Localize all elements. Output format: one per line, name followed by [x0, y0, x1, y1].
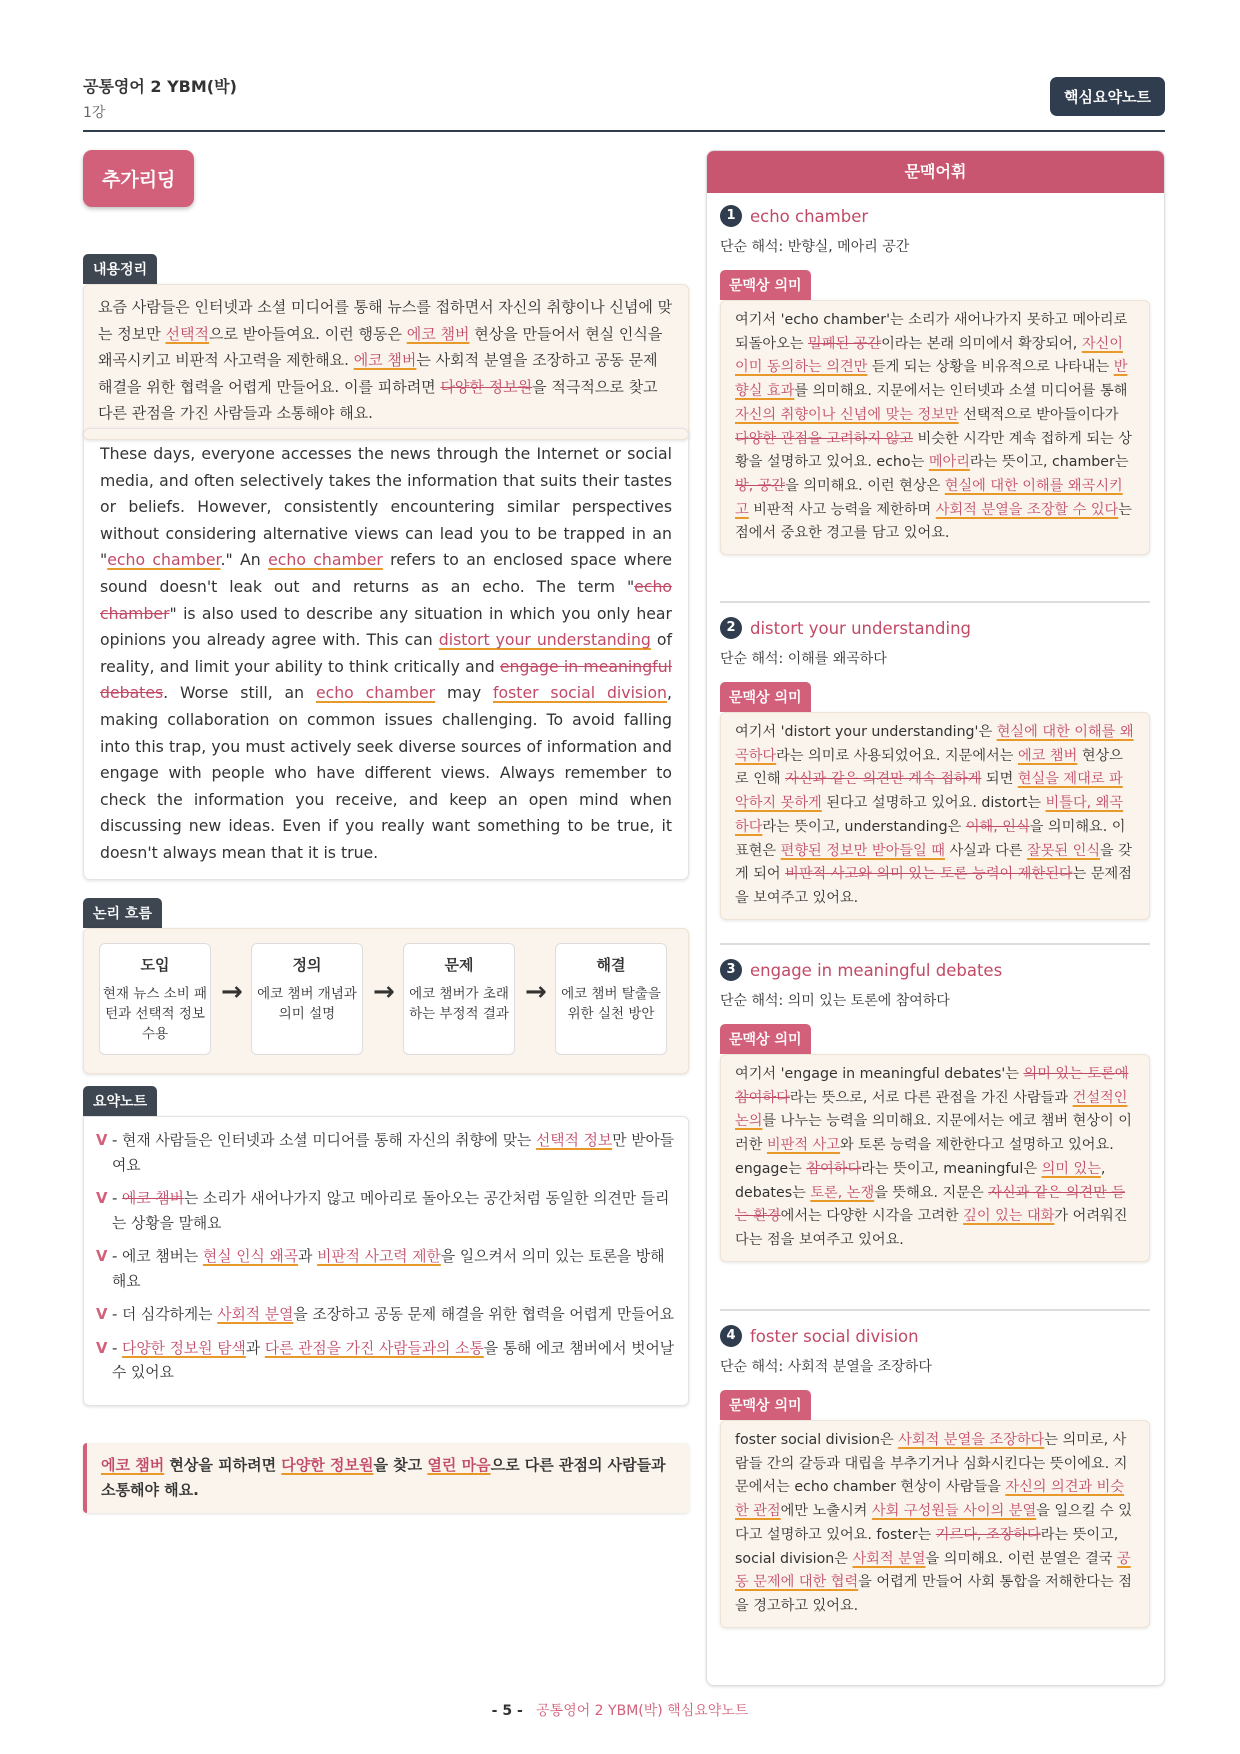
vocab-term: engage in meaningful debates [750, 960, 1003, 980]
highlighted-phrase: echo chamber [315, 683, 436, 703]
flow-step [555, 943, 667, 1055]
vocab-panel-title: 문맥어휘 [707, 151, 1164, 193]
highlighted-phrase: 선택적 [165, 324, 209, 343]
note-item [96, 1187, 676, 1236]
vocab-number: 1 [720, 205, 742, 227]
flow-step [403, 943, 515, 1055]
vocab-simple: 단순 해석: 반향실, 메아리 공간 [720, 239, 910, 255]
highlighted-phrase: 다양한 정보원 탐색 [122, 1339, 246, 1357]
page-footer [0, 1700, 1240, 1720]
meaning-tag: 문맥상 의미 [720, 1024, 811, 1054]
struck-phrase: 비판적 사고와 의미 있는 토론 능력이 제한된다 [785, 866, 1073, 883]
highlighted-phrase: 깊이 있는 대화 [963, 1208, 1055, 1225]
struck-phrase: 자신과 같은 의견만 계속 접하게 [785, 771, 982, 788]
check-icon: V [96, 1339, 108, 1357]
note-item [96, 1129, 676, 1178]
highlighted-phrase: 에코 챔버 [1017, 747, 1078, 764]
highlighted-phrase: 잘못된 인식 [1027, 842, 1101, 859]
flow-step-desc: 에코 챔버 탈출을 위한 실천 방안 [561, 986, 661, 1022]
highlighted-phrase: 반향실 효과 [735, 359, 1128, 400]
summary-text: 요즘 사람들은 인터넷과 소셜 미디어를 통해 뉴스를 접하면서 자신의 취향이나 신념에 맞는 정보만 선택적으로 받아들여요. 이런 행동은 에코 챔버 현상을 만들어서 현실 인식을 왜곡시키고 비판적 사고력을 제한해요. 에코 챔버는 사회적 분열을 조장하고 공동 문제 해결을 위한 협력을 어렵게 만들어요. 이를 피하려면 다양한 정보원을 적극적으로 찾고 다른 관점을 가진 사람들과 소통해야 해요. [83, 284, 689, 440]
check-icon: V [96, 1132, 108, 1149]
highlighted-phrase: echo chamber [268, 550, 383, 570]
vocab-simple: 단순 해석: 의미 있는 토론에 참여하다 [720, 993, 950, 1009]
highlighted-phrase: 비판적 사고력 제한 [317, 1248, 441, 1265]
struck-phrase: 밀폐된 공간 [808, 335, 882, 352]
highlighted-phrase: 에코 챔버 [406, 324, 470, 343]
check-icon: V [96, 1306, 108, 1323]
highlighted-phrase: 토론, 논쟁 [810, 1184, 875, 1201]
vocab-meaning: foster social division은 사회적 분열을 조장하다는 의미로, 사람들 간의 갈등과 대립을 부추기거나 심화시킨다는 뜻이에요. 지문에서는 echo chamber 현상이 사람들을 자신의 의견과 비슷한 관점에만 노출시켜 사회 구성원들 사이의 분열을 일으킬 수 있다고 설명하고 있어요. foster는 기르다, 조장하다라는 뜻이고, social division은 사회적 분열을 의미해요. 이런 분열은 결국 공동 문제에 대한 협력을 어렵게 만들어 사회 통합을 저해한다는 점을 경고하고 있어요. [720, 1420, 1150, 1628]
highlighted-phrase: 사회적 분열을 조장할 수 있다 [935, 501, 1119, 518]
flow-step-desc: 에코 챔버가 초래하는 부정적 결과 [409, 986, 509, 1022]
highlighted-phrase: distort your understanding [438, 630, 651, 650]
highlighted-phrase: 현실에 대한 이해를 왜곡하다 [735, 724, 1134, 764]
highlighted-phrase: 비틀다, 왜곡하다 [735, 795, 1124, 835]
highlighted-phrase: 자신의 의견과 비슷한 관점 [735, 1479, 1125, 1520]
flow-step-desc: 에코 챔버 개념과 의미 설명 [257, 986, 357, 1022]
highlighted-phrase: 사회적 분열을 조장하다 [898, 1432, 1045, 1448]
highlighted-phrase: 사회적 분열 [852, 1550, 926, 1567]
note-text: - 현재 사람들은 인터넷과 소셜 미디어를 통해 자신의 취향에 맞는 선택적 정보만 받아들여요 [112, 1132, 675, 1174]
summary-notes-section [83, 1086, 689, 1406]
vocab-number: 4 [720, 1325, 742, 1347]
vocab-item [720, 959, 1150, 1262]
highlighted-phrase: echo chamber [107, 550, 221, 570]
highlighted-phrase: 비판적 사고 [766, 1137, 840, 1154]
summary-tag: 내용정리 [83, 254, 157, 284]
notes-list [83, 1116, 689, 1406]
english-passage: These days, everyone accesses the news through the Internet or social media, and often selectively takes the information that suits their tastes or beliefs. However, consistently encountering similar perspectives without considering alternative views can lead you to be trapped in an "echo chamber." An echo chamber refers to an enclosed space where sound doesn't leak out and returns as an echo. The term "echo chamber" is also used to describe any situation in which you only hear opinions you already agree with. This can distort your understanding of reality, and limit your ability to think critically and engage in meaningful debates. Worse still, an echo chamber may foster social division, making collaboration on common issues challenging. To avoid falling into this trap, you must actively seek diverse sources of information and engage with people who have different views. Always remember to check the information you receive, and keep an open mind when discussing new ideas. Even if you really want something to be true, it doesn't always mean that it is true. [83, 428, 689, 880]
struck-phrase: 에코 챔버 [122, 1190, 184, 1207]
vocab-meaning: 여기서 'distort your understanding'은 현실에 대한 이해를 왜곡하다라는 의미로 사용되었어요. 지문에서는 에코 챔버 현상으로 인해 자신과 같은 의견만 계속 접하게 되면 현실을 제대로 파악하지 못하게 된다고 설명하고 있어요. distort는 비틀다, 왜곡하다라는 뜻이고, understanding은 이해, 인식을 의미해요. 이 표현은 편향된 정보만 받아들일 때 사실과 다른 잘못된 인식을 갖게 되어 비판적 사고와 의미 있는 토론 능력이 제한된다는 문제점을 보여주고 있어요. [720, 712, 1150, 920]
vocab-item [720, 205, 1150, 555]
highlighted-phrase: 선택적 정보 [536, 1132, 613, 1149]
meaning-tag: 문맥상 의미 [720, 1390, 811, 1420]
arrow-icon: → [525, 977, 547, 1007]
highlighted-phrase: 열린 마음 [427, 1456, 491, 1474]
note-text: - 더 심각하게는 사회적 분열을 조장하고 공동 문제 해결을 위한 협력을 어렵게 만들어요 [112, 1306, 675, 1323]
check-icon: V [96, 1248, 108, 1265]
note-badge: 핵심요약노트 [1050, 77, 1165, 116]
struck-phrase: 자신과 같은 의견만 듣는 환경 [735, 1184, 1126, 1225]
divider [720, 601, 1150, 603]
vocab-number: 2 [720, 617, 742, 639]
page-number: - 5 - [491, 1703, 523, 1719]
struck-phrase: 기르다, 조장하다 [935, 1526, 1041, 1543]
highlighted-phrase: 건설적인 논의 [735, 1089, 1128, 1130]
highlighted-phrase: 사회적 분열 [217, 1306, 294, 1323]
logic-flow [83, 928, 689, 1074]
logic-flow-section [83, 898, 689, 1074]
struck-phrase: engage in meaningful debates [100, 656, 672, 703]
highlighted-phrase: 공동 문제에 대한 협력 [735, 1550, 1131, 1591]
flow-step [99, 943, 211, 1055]
struck-phrase: 의미 있는 토론에 참여하다 [735, 1066, 1129, 1106]
highlighted-phrase: 다양한 정보원 [281, 1456, 374, 1474]
highlighted-phrase: 의미 있는 [1041, 1160, 1101, 1177]
highlighted-phrase: foster social division [493, 683, 667, 703]
note-item [96, 1245, 676, 1294]
vocab-simple: 단순 해석: 사회적 분열을 조장하다 [720, 1359, 932, 1375]
highlighted-phrase: 사회 구성원들 사이의 분열 [871, 1503, 1037, 1520]
highlighted-phrase: 현실을 제대로 파악하지 못하게 [735, 771, 1123, 812]
flow-step-title: 정의 [292, 956, 322, 974]
flow-step-title: 해결 [596, 956, 626, 974]
divider [720, 1309, 1150, 1311]
vocab-term: distort your understanding [750, 618, 972, 638]
highlighted-phrase: 현실에 대한 이해를 왜곡시키고 [735, 477, 1123, 518]
vocab-term: foster social division [750, 1326, 919, 1346]
highlighted-phrase: 편향된 정보만 받아들일 때 [780, 842, 945, 859]
vocab-meaning: 여기서 'engage in meaningful debates'는 의미 있는 토론에 참여하다라는 뜻으로, 서로 다른 관점을 가진 사람들과 건설적인 논의를 나누는 능력을 의미해요. 지문에서는 에코 챔버 현상이 이러한 비판적 사고와 토론 능력을 제한한다고 설명하고 있어요. engage는 참여하다라는 뜻이고, meaningful은 의미 있는, debates는 토론, 논쟁을 뜻해요. 지문은 자신과 같은 의견만 듣는 환경에서는 다양한 시각을 고려한 깊이 있는 대화가 어려워진다는 점을 보여주고 있어요. [720, 1054, 1150, 1262]
highlighted-phrase: 자신의 취향이나 신념에 맞는 정보만 [735, 406, 959, 423]
summary-section [83, 254, 689, 440]
notes-tag: 요약노트 [83, 1086, 157, 1116]
check-icon: V [96, 1190, 108, 1207]
flow-tag: 논리 흐름 [83, 898, 162, 928]
divider [720, 943, 1150, 945]
vocab-number: 3 [720, 959, 742, 981]
arrow-icon: → [373, 977, 395, 1007]
highlighted-phrase: 메아리 [928, 454, 970, 471]
vocab-simple: 단순 해석: 이해를 왜곡하다 [720, 651, 887, 667]
struck-phrase: 다양한 정보원 [440, 377, 533, 396]
highlighted-phrase: 에코 챔버 [101, 1456, 165, 1474]
highlighted-phrase: 현실 인식 왜곡 [202, 1248, 299, 1265]
flow-step-desc: 현재 뉴스 소비 패턴과 선택적 정보 수용 [102, 986, 208, 1042]
context-vocab-panel [706, 150, 1165, 1686]
arrow-icon: → [221, 977, 243, 1007]
vocab-term: echo chamber [750, 206, 869, 226]
vocab-item [720, 1325, 1150, 1628]
struck-phrase: 참여하다 [806, 1160, 862, 1177]
meaning-tag: 문맥상 의미 [720, 682, 811, 712]
struck-phrase: echo chamber [100, 576, 672, 623]
footer-text: 공통영어 2 YBM(박) 핵심요약노트 [536, 1703, 749, 1719]
note-item [96, 1337, 676, 1386]
book-title: 공통영어 2 YBM(박) [83, 77, 237, 96]
section-title: 추가리딩 [83, 150, 194, 207]
conclusion-box: 에코 챔버 현상을 피하려면 다양한 정보원을 찾고 열린 마음으로 다른 관점의 사람들과 소통해야 해요. [83, 1443, 689, 1513]
highlighted-phrase: 자신이 이미 동의하는 의견만 [735, 335, 1123, 376]
lesson-label: 1강 [83, 105, 106, 121]
meaning-tag: 문맥상 의미 [720, 270, 811, 300]
struck-phrase: 방, 공간 [735, 477, 786, 494]
struck-phrase: 다양한 관점을 고려하지 않고 [735, 430, 913, 447]
struck-phrase: 이해, 인식 [965, 818, 1030, 835]
note-text: - 에코 챔버는 소리가 새어나가지 않고 메아리로 돌아오는 공간처럼 동일한 의견만 들리는 상황을 말해요 [112, 1190, 670, 1232]
flow-step-title: 도입 [140, 956, 170, 974]
highlighted-phrase: 다른 관점을 가진 사람들과의 소통 [264, 1339, 484, 1357]
note-text: - 에코 챔버는 현실 인식 왜곡과 비판적 사고력 제한을 일으켜서 의미 있는 토론을 방해해요 [112, 1248, 665, 1290]
left-column [83, 150, 689, 1499]
highlighted-phrase: 에코 챔버 [353, 351, 417, 369]
page-header [83, 70, 1165, 132]
vocab-item [720, 617, 1150, 920]
vocab-meaning: 여기서 'echo chamber'는 소리가 새어나가지 못하고 메아리로 되돌아오는 밀폐된 공간이라는 본래 의미에서 확장되어, 자신이 이미 동의하는 의견만 듣게 되는 상황을 비유적으로 나타내는 반향실 효과를 의미해요. 지문에서는 인터넷과 소셜 미디어를 통해 자신의 취향이나 신념에 맞는 정보만 선택적으로 받아들이다가 다양한 관점을 고려하지 않고 비슷한 시각만 계속 접하게 되는 상황을 설명하고 있어요. echo는 메아리라는 뜻이고, chamber는 방, 공간을 의미해요. 이런 현상은 현실에 대한 이해를 왜곡시키고 비판적 사고 능력을 제한하며 사회적 분열을 조장할 수 있다는 점에서 중요한 경고를 담고 있어요. [720, 300, 1150, 555]
flow-step [251, 943, 363, 1055]
note-item [96, 1303, 676, 1328]
flow-step-title: 문제 [444, 956, 474, 974]
note-text: - 다양한 정보원 탐색과 다른 관점을 가진 사람들과의 소통을 통해 에코 챔버에서 벗어날 수 있어요 [112, 1339, 675, 1381]
